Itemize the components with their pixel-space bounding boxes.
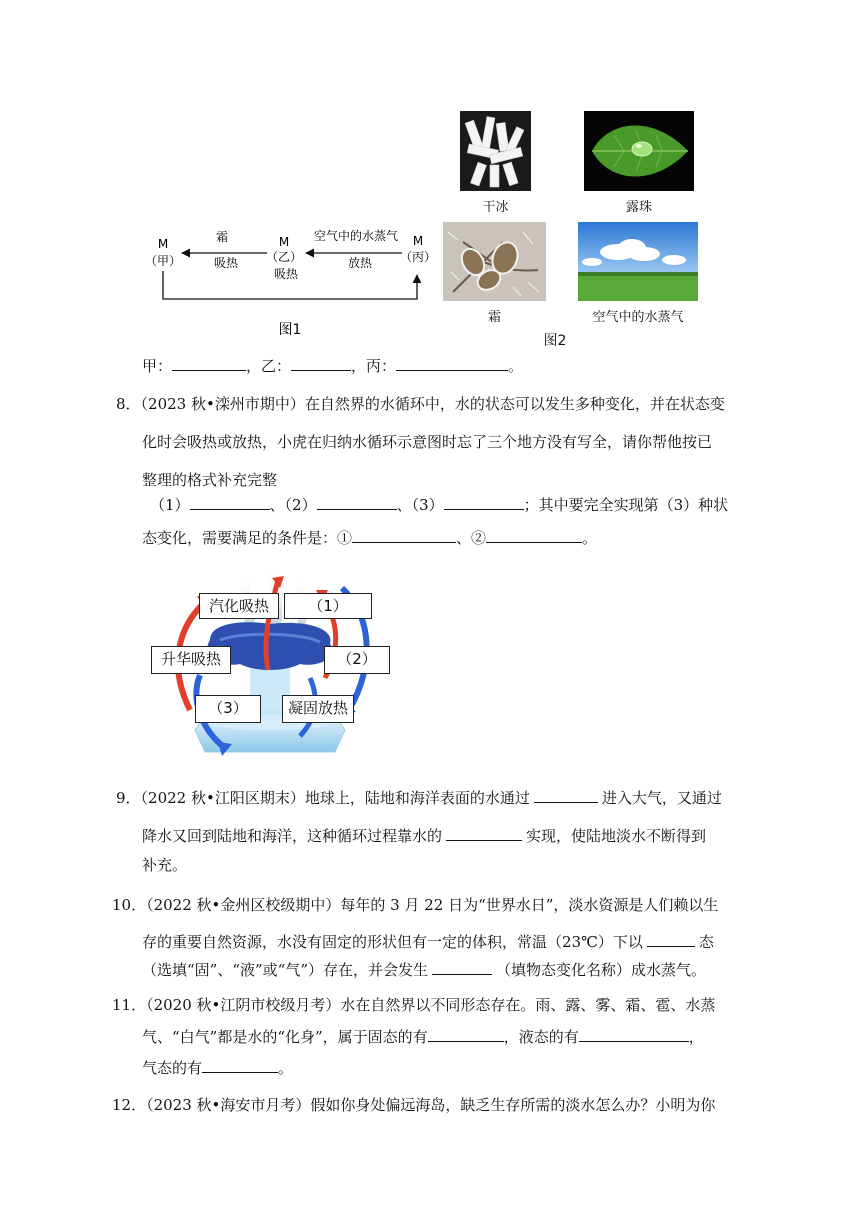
sky-grass-image	[578, 222, 698, 301]
q8-line3: 整理的格式补充完整	[142, 471, 278, 489]
q7-fill-line	[142, 356, 523, 376]
dry-ice-image	[460, 111, 531, 191]
q10-blank2[interactable]	[432, 960, 492, 975]
q9-line1-b: 进入大气，又通过	[601, 789, 722, 807]
q9-line2-a: 降水又回到陆地和海洋，这种循环过程靠水的	[142, 827, 443, 845]
q9-line1-a: 9．（2022 秋•江阳区期末）地球上，陆地和海洋表面的水通过	[116, 789, 530, 807]
q11-line3	[142, 1058, 293, 1078]
q7-jia-blank[interactable]	[172, 356, 246, 371]
node-yi-label: （乙）	[265, 250, 303, 264]
q7-jia-label: 甲：	[142, 357, 173, 375]
q10-line3-b: （填物态变化名称）成水蒸气。	[496, 961, 707, 979]
q12-line1: 12．（2023 秋•海安市月考）假如你身处偏远海岛，缺乏生存所需的淡水怎么办？小明为你	[112, 1096, 716, 1114]
q10-line2-b: 态	[698, 933, 714, 951]
figure1-caption: 图1	[278, 322, 302, 338]
q11-liquid-blank[interactable]	[579, 1027, 689, 1042]
q9-blank1[interactable]	[534, 788, 598, 803]
q9-line3: 补充。	[142, 856, 188, 874]
figure1-diagram	[140, 215, 450, 345]
dew-leaf-image	[584, 111, 694, 191]
node-yi-m: M	[278, 235, 290, 249]
q9-line2-b: 实现，使陆地淡水不断得到	[526, 827, 707, 845]
q8-line1: 8．（2023 秋•滦州市期中）在自然界的水循环中，水的状态可以发生多种变化，并在状态变	[116, 395, 725, 413]
q8-condition-label: 态变化，需要满足的条件是：①	[142, 529, 353, 547]
q8-condition2-blank[interactable]	[486, 528, 582, 543]
arrow-right-top-label: 空气中的水蒸气	[313, 229, 399, 243]
q7-yi-label: ，乙：	[246, 357, 292, 375]
q8-condition1-blank[interactable]	[352, 528, 456, 543]
q8-blank1[interactable]	[190, 495, 270, 510]
q9-blank2[interactable]	[446, 826, 522, 841]
q10-line2-a: 存的重要自然资源，水没有固定的形状但有一定的体积，常温（23℃）下以	[142, 933, 643, 951]
q9-line1	[116, 788, 722, 808]
arrow-left-top-label: 霜	[215, 230, 229, 244]
q11-line3-a: 气态的有	[142, 1059, 203, 1077]
q11-line2-c: ，	[688, 1028, 704, 1046]
node-bing-label: （丙）	[399, 250, 437, 264]
q8-line4-tail: ；其中要完全实现第（3）种状	[523, 496, 729, 514]
q8-blank1-label: （1）	[150, 496, 190, 514]
q8-line5	[142, 528, 597, 548]
box-freeze: 凝固放热	[282, 695, 354, 723]
q10-line1: 10．（2022 秋•金州区校级期中）每年的 3 月 22 日为“世界水日”，淡水资源是人们赖以生	[112, 896, 719, 914]
arrow-right-bottom-label: 放热	[347, 256, 373, 270]
box-blank-2: （2）	[324, 646, 390, 674]
q8-line2: 化时会吸热或放热，小虎在归纳水循环示意图时忘了三个地方没有写全，请你帮他按已	[142, 433, 713, 451]
node-bing-m: M	[412, 234, 424, 248]
box-blank-3: （3）	[195, 695, 261, 723]
q11-line3-b: 。	[278, 1059, 294, 1077]
q11-solid-blank[interactable]	[428, 1027, 504, 1042]
q10-line2	[142, 932, 714, 952]
q7-end: 。	[508, 357, 524, 375]
arrow-left-bottom-label: 吸热	[213, 256, 239, 270]
q8-line4	[150, 495, 728, 515]
figure2-caption: 图2	[543, 333, 567, 349]
water-cycle-diagram	[150, 560, 390, 770]
q11-line2-a: 气、“白气”都是水的“化身”，属于固态的有	[142, 1028, 428, 1046]
box-vaporize: 汽化吸热	[199, 593, 279, 619]
box-sublime: 升华吸热	[151, 646, 231, 674]
dew-caption: 露珠	[625, 200, 652, 215]
sky-caption: 空气中的水蒸气	[592, 310, 684, 325]
q11-gas-blank[interactable]	[202, 1058, 278, 1073]
q11-line1: 11．（2020 秋•江阴市校级月考）水在自然界以不同形态存在。雨、露、雾、霜、雹、水蒸	[112, 996, 716, 1014]
frost-caption: 霜	[487, 310, 501, 325]
q8-blank3[interactable]	[444, 495, 524, 510]
q10-line3-a: （选填“固”、“液”或“气”）存在，并会发生	[142, 961, 429, 979]
node-jia-label: （甲）	[144, 254, 182, 268]
q10-line3	[142, 960, 706, 980]
q7-yi-blank[interactable]	[291, 356, 351, 371]
node-jia-m: M	[157, 237, 169, 251]
dry-ice-caption: 干冰	[482, 200, 509, 215]
q8-blank2[interactable]	[317, 495, 397, 510]
node-yi-sub: 吸热	[273, 267, 299, 281]
q8-blank2-label: 、（2）	[269, 496, 317, 514]
q8-line5-end: 。	[582, 529, 598, 547]
q11-line2-b: ，液态的有	[503, 1028, 579, 1046]
q7-bing-blank[interactable]	[396, 356, 508, 371]
q9-line2	[142, 826, 706, 846]
q11-line2	[142, 1027, 704, 1047]
box-blank-1: （1）	[284, 593, 372, 619]
frost-image	[443, 222, 546, 301]
q8-condition2-label: 、②	[456, 529, 487, 547]
q10-blank1[interactable]	[647, 932, 695, 947]
q8-blank3-label: 、（3）	[396, 496, 444, 514]
q7-bing-label: ，丙：	[351, 357, 397, 375]
